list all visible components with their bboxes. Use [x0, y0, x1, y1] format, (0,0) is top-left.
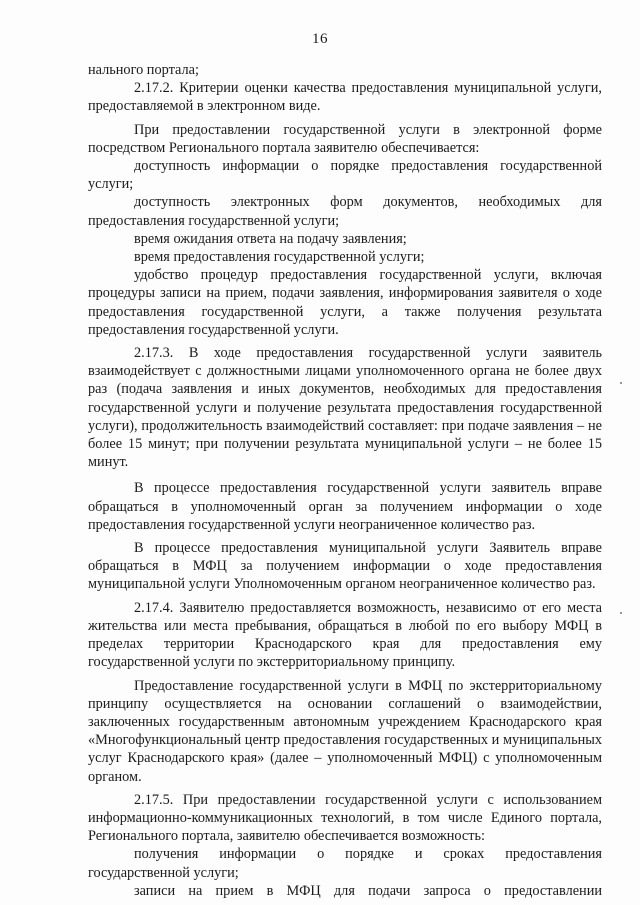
paragraph-extraterritorial: Предоставление государственной услуги в МФЦ по экстерриториальному принципу осуществляется на основании соглашений о взаимодействии, заключенных государственным автономным учреждением Краснодарского края «Многофункциональный центр предоставления государственных и муниципальных услуг Краснодарского края» (далее – уполномоченный МФЦ) с уполномоченным органом.: [88, 677, 602, 785]
paragraph-2-17-2: 2.17.2. Критерии оценки качества предоставления муниципальной услуги, предоставляемой в электронном виде.: [88, 80, 602, 115]
scan-speck: [620, 612, 622, 614]
paragraph-2-17-4: 2.17.4. Заявителю предоставляется возможность, независимо от его места жительства или места пребывания, обращаться в любой по его выбору МФЦ в пределах территории Краснодарского края для предоставления ему государственной услуги по экстерриториальному принципу.: [88, 599, 602, 671]
paragraph-2-17-3: 2.17.3. В ходе предоставления государственной услуги заявитель взаимодействует с должностными лицами уполномоченного органа не более двух раз (подача заявления и иных документов, необходимых для предоставления государственной услуги и получение результата предоставления государственной услуги), продолжительность взаимодействий составляет: при подаче заявления – не более 15 минут; при получении результата муниципальной услуги – не более 15 минут.: [88, 345, 602, 471]
paragraph-info-availability: доступность информации о порядке предоставления государственной услуги;: [88, 158, 602, 193]
page-number: 16: [312, 31, 328, 47]
paragraph-convenience: удобство процедур предоставления государственной услуги, включая процедуры записи на прием, подачи заявления, информирования заявителя о ходе предоставления государственной услуги, а также получения результата предоставления государственной услуги.: [88, 267, 602, 338]
paragraph-service-time: время предоставления государственной услуги;: [134, 249, 425, 266]
paragraph-mfc-inquiry: В процессе предоставления муниципальной услуги Заявитель вправе обращаться в МФЦ за получением информации о ходе предоставления муниципальной услуги Уполномоченным органом неограниченное количество раз.: [88, 540, 602, 593]
paragraph-electronic-form: При предоставлении государственной услуги в электронной форме посредством Регионального портала заявителю обеспечивается:: [88, 121, 602, 156]
paragraph-authority-inquiry: В процессе предоставления государственной услуги заявитель вправе обращаться в уполномоченный орган за получением информации о ходе предоставления государственной услуги неограниченное количество раз.: [88, 480, 602, 533]
paragraph-info-terms: получения информации о порядке и сроках предоставления государственной услуги;: [88, 846, 602, 881]
paragraph-2-17-5: 2.17.5. При предоставлении государственной услуги с использованием информационно-коммуникационных технологий, в том числе Единого портала, Регионального портала, заявителю обеспечивается возможность:: [88, 791, 602, 845]
scan-speck: [620, 382, 622, 384]
paragraph-appointment: записи на прием в МФЦ для подачи запроса о предоставлении: [134, 882, 602, 899]
document-body: [88, 61, 602, 900]
paragraph-wait-time: время ожидания ответа на подачу заявления;: [134, 230, 407, 247]
paragraph-forms-availability: доступность электронных форм документов, необходимых для предоставления государственной услуги;: [88, 194, 602, 229]
paragraph-portal-end: нального портала;: [88, 62, 199, 78]
